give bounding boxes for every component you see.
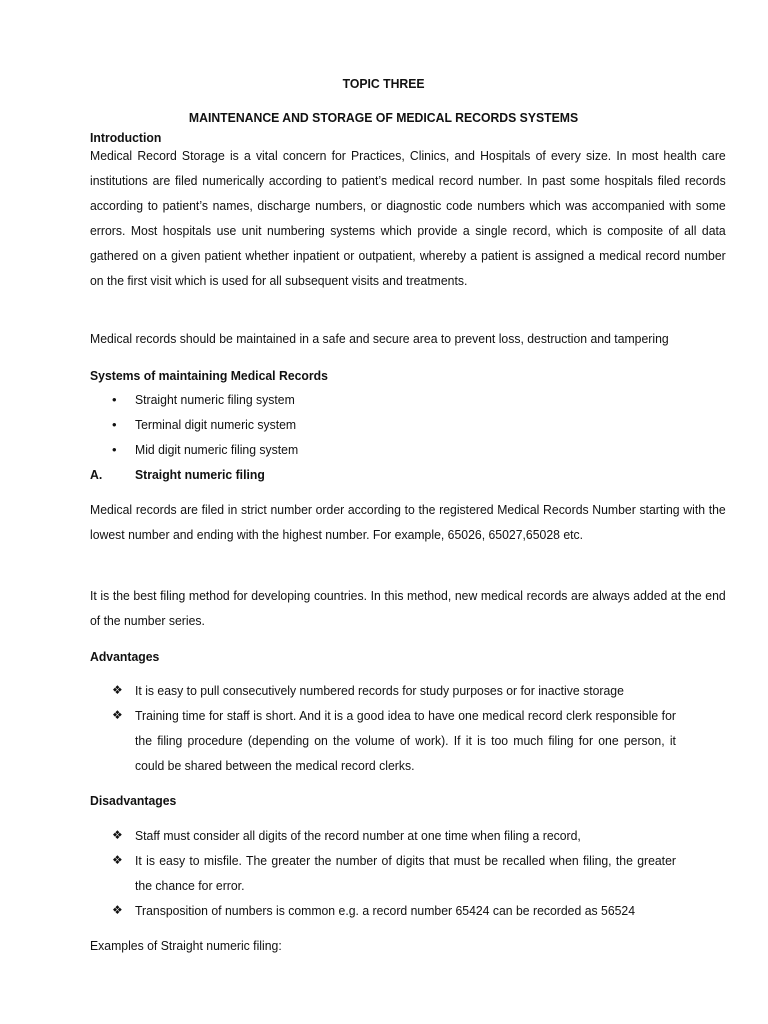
advantages-heading: Advantages — [90, 649, 160, 664]
disadvantages-heading: Disadvantages — [90, 793, 177, 808]
straight-paragraph: Medical records are filed in strict number order according to the registered Medical Records Number starting with the lowest number and ending with the highest number. For example, 65026, 65027,65028 etc. — [90, 502, 726, 542]
systems-heading: Systems of maintaining Medical Records — [90, 368, 328, 383]
system-item: Straight numeric filing system — [135, 392, 295, 407]
examples-line: Examples of Straight numeric filing: — [90, 938, 282, 953]
diamond-bullet-icon: ❖ — [112, 683, 123, 697]
advantage-item: It is easy to pull consecutively numbered records for study purposes or for inactive storage — [135, 683, 624, 698]
intro-heading: Introduction — [90, 130, 162, 145]
disadvantage-item: Staff must consider all digits of the record number at one time when filing a record, — [135, 828, 581, 843]
system-item: Terminal digit numeric system — [135, 417, 297, 432]
diamond-bullet-icon: ❖ — [112, 853, 123, 867]
bullet-icon: • — [112, 392, 117, 407]
diamond-bullet-icon: ❖ — [112, 708, 123, 722]
advantage-item: Training time for staff is short. And it is a good idea to have one medical record clerk responsible for the filing procedure (depending on the volume of work). If it is too much filing for one person, it could be shared between the medical record clerks. — [135, 708, 676, 773]
system-item: Mid digit numeric filing system — [135, 442, 299, 457]
disadvantage-item: Transposition of numbers is common e.g. a record number 65424 can be recorded as 56524 — [135, 903, 636, 918]
maintain-paragraph: Medical records should be maintained in a safe and secure area to prevent loss, destruction and tampering — [90, 331, 669, 346]
section-a-marker: A. — [90, 467, 103, 482]
bullet-icon: • — [112, 417, 117, 432]
bullet-icon: • — [112, 442, 117, 457]
diamond-bullet-icon: ❖ — [112, 903, 123, 917]
disadvantage-item: It is easy to misfile. The greater the number of digits that must be recalled when filing, the greater the chance for error. — [135, 853, 676, 893]
intro-paragraph: Medical Record Storage is a vital concern for Practices, Clinics, and Hospitals of every size. In most health care institutions are filed numerically according to patient’s medical record number. In past some hospitals filed records according to patient’s names, discharge numbers, or diagnostic code numbers which was accompanied with some errors. Most hospitals use unit numbering systems which provide a single record, which is composite of all data gathered on a given patient whether inpatient or outpatient, whereby a patient is assigned a medical record number on the first visit which is used for all subsequent visits and treatments. — [90, 148, 726, 288]
diamond-bullet-icon: ❖ — [112, 828, 123, 842]
section-a-heading: Straight numeric filing — [135, 467, 265, 482]
best-method-paragraph: It is the best filing method for developing countries. In this method, new medical records are always added at the end of the number series. — [90, 588, 726, 628]
topic-title: TOPIC THREE — [342, 76, 426, 91]
main-title: MAINTENANCE AND STORAGE OF MEDICAL RECORDS SYSTEMS — [189, 110, 579, 125]
